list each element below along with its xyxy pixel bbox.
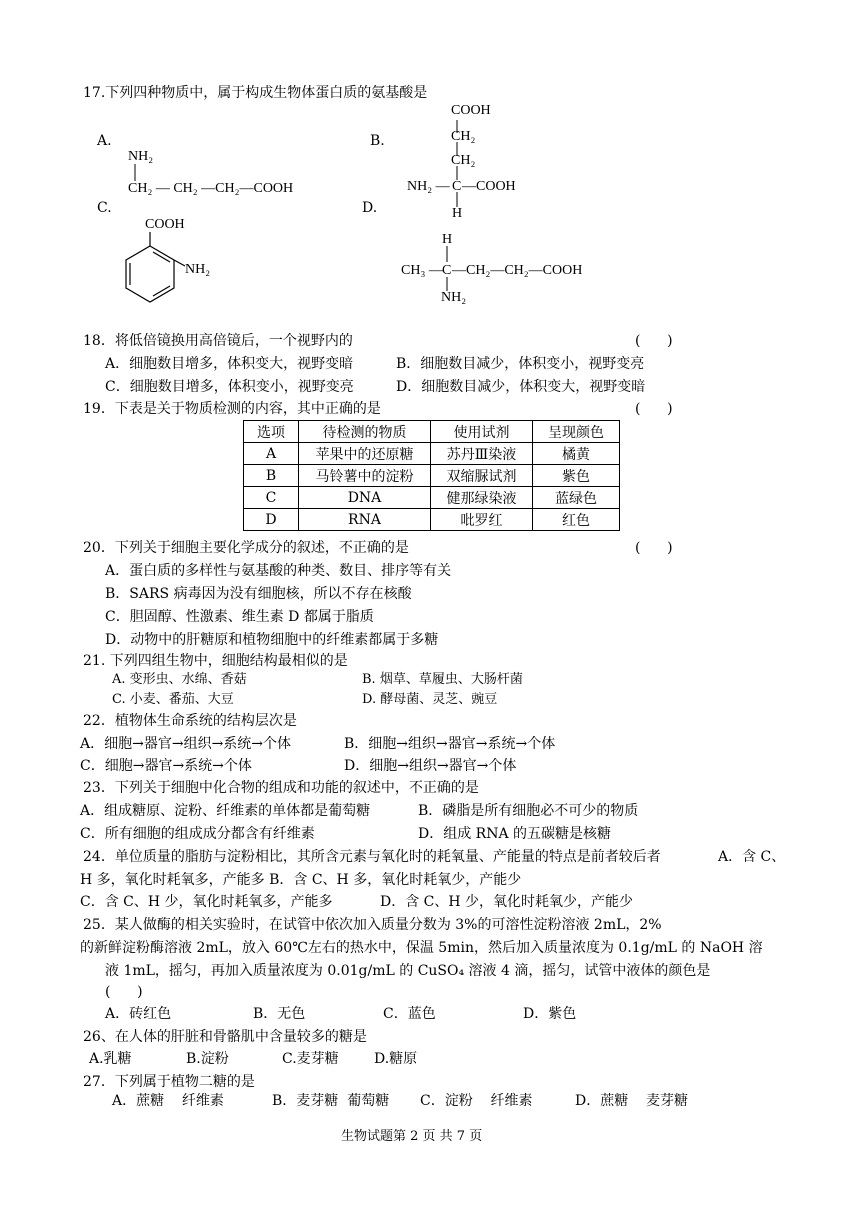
q25-option-d: D．紫色 — [523, 1006, 577, 1022]
table-header: 选项 — [244, 421, 299, 443]
q17-d-right: —CH₂—CH₂—COOH — [452, 263, 583, 278]
q17-option-d-label: D. — [362, 200, 378, 216]
q23-option-d: D．组成 RNA 的五碳糖是核糖 — [418, 826, 612, 842]
q17-option-c-label: C. — [97, 200, 112, 216]
table-cell: A — [244, 443, 299, 465]
table-cell: 苹果中的还原糖 — [299, 443, 431, 465]
q18-option-b: B．细胞数目减少，体积变小，视野变亮 — [396, 356, 645, 372]
q21-option-d: D. 酵母菌、灵芝、豌豆 — [362, 692, 498, 707]
q17-b-nh2: NH₂ — — [407, 179, 450, 194]
q20-answer-paren: ( ) — [635, 540, 673, 556]
q25-option-b: B．无色 — [253, 1006, 306, 1022]
q22-option-a: A．细胞→器官→组织→系统→个体 — [80, 736, 292, 752]
q27-stem: 27．下列属于植物二糖的是 — [83, 1074, 255, 1090]
table-cell: 吡罗红 — [431, 509, 533, 531]
table-header-row — [244, 421, 620, 443]
q26-option-a: A.乳糖 — [89, 1051, 132, 1067]
q17-b-h: H — [452, 206, 463, 221]
q22-stem: 22．植物体生命系统的结构层次是 — [83, 713, 297, 729]
q27-option-c: C．淀粉 纤维素 — [420, 1093, 533, 1109]
q26-option-d: D.糖原 — [374, 1051, 418, 1067]
table-cell: 橘黄 — [533, 443, 620, 465]
table-cell: DNA — [299, 487, 431, 509]
q20-option-b: B．SARS 病毒因为没有细胞核，所以不存在核酸 — [105, 586, 412, 602]
table-cell: B — [244, 465, 299, 487]
q27-option-b: B．麦芽糖 葡萄糖 — [272, 1093, 390, 1109]
table-cell: D — [244, 509, 299, 531]
table-cell: 紫色 — [533, 465, 620, 487]
q17-b-cooh: COOH — [451, 103, 491, 118]
q24-stem-line1: 24．单位质量的脂肪与淀粉相比，其所含元素与氧化时的耗氧量、产能量的特点是前者较后者 — [83, 849, 661, 865]
q23-option-c: C．所有细胞的组成成分都含有纤维素 — [80, 826, 315, 842]
q20-option-a: A．蛋白质的多样性与氨基酸的种类、数目、排序等有关 — [105, 563, 452, 579]
table-header: 待检测的物质 — [299, 421, 431, 443]
q19-stem: 19．下表是关于物质检测的内容，其中正确的是 — [83, 401, 381, 417]
q17-d-left: CH₃ — — [401, 263, 443, 278]
q22-option-d: D．细胞→组织→器官→个体 — [344, 758, 517, 774]
q17-option-a-label: A. — [97, 133, 112, 149]
table-header: 呈现颜色 — [533, 421, 620, 443]
table-cell: 双缩脲试剂 — [431, 465, 533, 487]
table-cell: 蓝绿色 — [533, 487, 620, 509]
q17-c-nh2: NH₂ — [185, 262, 211, 277]
q20-option-d: D．动物中的肝糖原和植物细胞中的纤维素都属于多糖 — [105, 632, 439, 648]
table-cell: 苏丹Ⅲ染液 — [431, 443, 533, 465]
q23-stem: 23．下列关于细胞中化合物的组成和功能的叙述中，不正确的是 — [83, 780, 479, 796]
q19-answer-paren: ( ) — [635, 401, 673, 417]
q17-a-chain: CH₂ — CH₂ —CH₂—COOH — [128, 181, 294, 196]
q25-answer-paren: ( ) — [105, 984, 143, 1000]
q17-b-ch2-a: CH₂ — [451, 129, 476, 144]
q19-table — [243, 420, 620, 531]
q25-option-c: C．蓝色 — [383, 1006, 436, 1022]
table-cell: 红色 — [533, 509, 620, 531]
q25-option-a: A．砖红色 — [105, 1006, 172, 1022]
q24-option-d: D．含 C、H 少，氧化时耗氧少，产能少 — [380, 894, 634, 910]
q17-c-cooh: COOH — [145, 217, 185, 232]
q23-option-a: A．组成糖原、淀粉、纤维素的单体都是葡萄糖 — [80, 803, 371, 819]
q17-b-ch2-b: CH₂ — [451, 153, 476, 168]
q17-option-b-label: B. — [370, 133, 385, 149]
q21-option-a: A. 变形虫、水绵、香菇 — [112, 672, 247, 687]
table-row — [244, 465, 620, 487]
q17-b-right: —COOH — [462, 179, 516, 194]
q25-line1: 25．某人做酶的相关实验时，在试管中依次加入质量分数为 3%的可溶性淀粉溶液 2mL，2% — [83, 917, 662, 933]
q18-stem: 18．将低倍镜换用高倍镜后，一个视野内的 — [83, 333, 353, 349]
page-footer: 生物试题第 2 页 共 7 页 — [341, 1129, 483, 1144]
q26-option-b: B.淀粉 — [186, 1051, 229, 1067]
q20-option-c: C．胆固醇、性激素、维生素 D 都属于脂质 — [105, 609, 374, 625]
q17-stem: 17.下列四种物质中，属于构成生物体蛋白质的氨基酸是 — [83, 85, 428, 101]
q17-d-h: H — [442, 232, 453, 247]
q24-option-c: C．含 C、H 少，氧化时耗氧多，产能多 — [80, 894, 333, 910]
q27-option-d: D．蔗糖 麦芽糖 — [575, 1093, 689, 1109]
table-header: 使用试剂 — [431, 421, 533, 443]
q17-a-nh2: NH₂ — [128, 149, 154, 164]
q21-stem: 21. 下列四组生物中，细胞结构最相似的是 — [83, 653, 348, 669]
q21-option-c: C. 小麦、番茄、大豆 — [112, 692, 234, 707]
table-cell: RNA — [299, 509, 431, 531]
benzene-ring — [126, 232, 185, 302]
table-row — [244, 443, 620, 465]
q24-option-a-start: A．含 C、 — [718, 849, 786, 865]
q22-option-b: B．细胞→组织→器官→系统→个体 — [344, 736, 556, 752]
q17-d-c: C — [442, 263, 452, 278]
q18-option-d: D．细胞数目减少，体积变大，视野变暗 — [396, 379, 646, 395]
q23-option-b: B．磷脂是所有细胞必不可少的物质 — [418, 803, 639, 819]
q27-option-a: A．蔗糖 纤维素 — [112, 1093, 224, 1109]
q24-line2: H 多，氧化时耗氧多，产能多 B．含 C、H 多，氧化时耗氧少，产能少 — [80, 872, 522, 888]
q17-d-nh2: NH₂ — [441, 290, 467, 305]
q25-line2: 的新鲜淀粉酶溶液 2mL，放入 60℃左右的热水中，保温 5min，然后加入质量浓度为 0.1g/mL 的 NaOH 溶 — [80, 940, 763, 956]
table-row — [244, 509, 620, 531]
q18-answer-paren: ( ) — [635, 333, 673, 349]
q17-b-c: C — [452, 179, 462, 194]
table-row — [244, 487, 620, 509]
q20-stem: 20．下列关于细胞主要化学成分的叙述，不正确的是 — [83, 540, 409, 556]
q18-option-a: A．细胞数目增多，体积变大，视野变暗 — [105, 356, 354, 372]
table-cell: 马铃薯中的淀粉 — [299, 465, 431, 487]
q26-stem: 26、在人体的肝脏和骨骼肌中含量较多的糖是 — [83, 1029, 367, 1045]
q21-option-b: B. 烟草、草履虫、大肠杆菌 — [362, 672, 523, 687]
q18-option-c: C．细胞数目增多，体积变小，视野变亮 — [105, 379, 354, 395]
q25-line3: 液 1mL，摇匀，再加入质量浓度为 0.01g/mL 的 CuSO₄ 溶液 4 滴，摇匀，试管中液体的颜色是 — [105, 963, 711, 979]
q26-option-c: C.麦芽糖 — [282, 1051, 339, 1067]
table-cell: C — [244, 487, 299, 509]
table-cell: 健那绿染液 — [431, 487, 533, 509]
q22-option-c: C．细胞→器官→系统→个体 — [80, 758, 252, 774]
